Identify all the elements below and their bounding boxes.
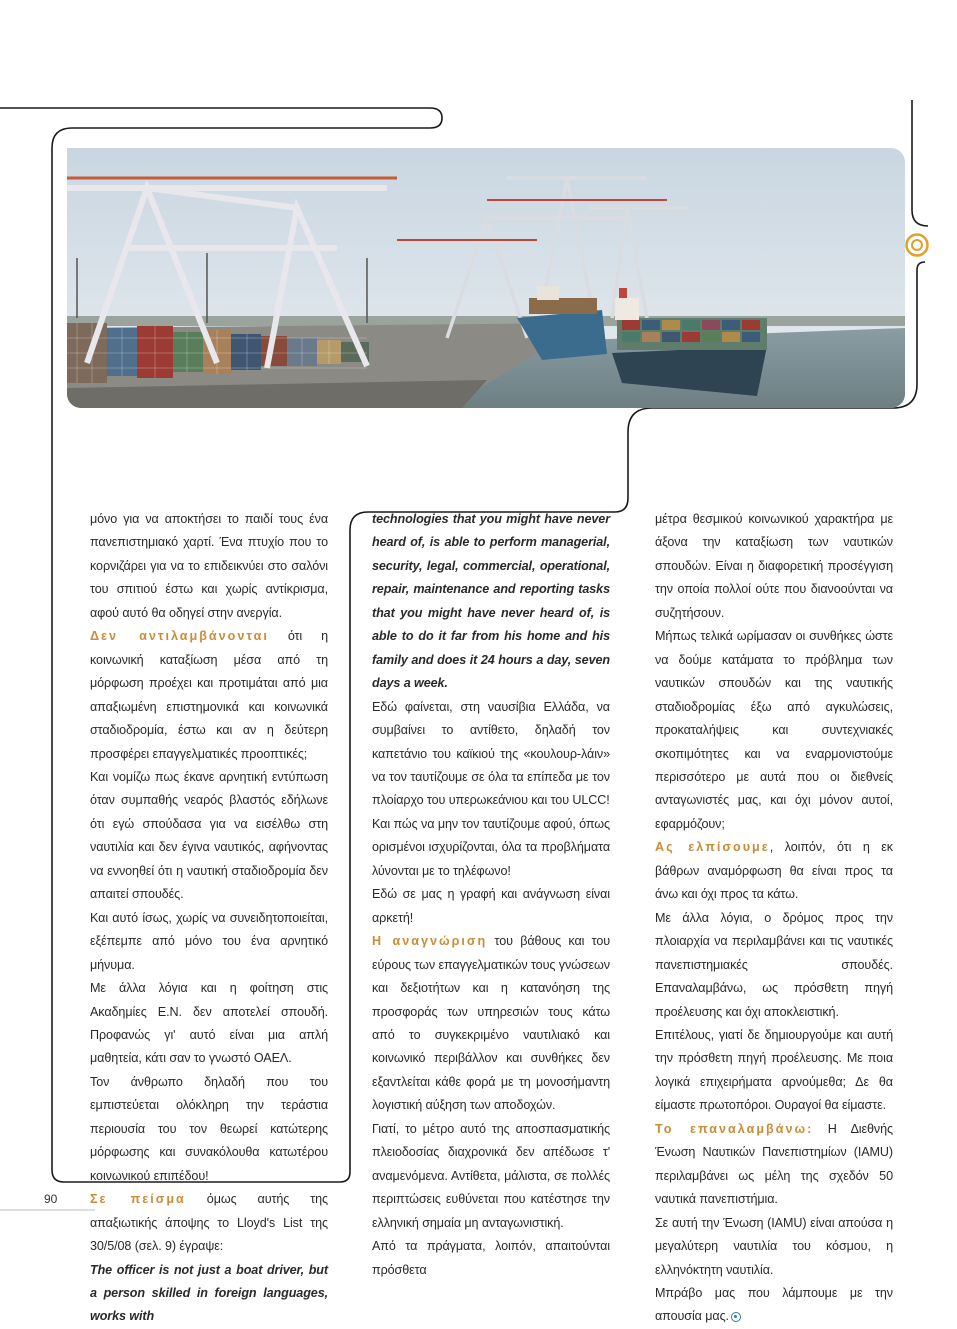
- lead-word: Σε πείσμα: [90, 1192, 186, 1207]
- english-quote: technologies that you might have never heard of, is able to perform managerial, security, legal, commercial, operational, repair, maintenance and reporting tasks that you might have never heard of, is able to do it far from his home and his family and does it 24 hours a day, seven days a week.: [372, 512, 610, 691]
- paragraph: Η αναγνώριση του βάθους και του εύρους των επαγγελματικών τους γνώσεων και δεξιοτήτων και η κατανόηση της προσφοράς των υπηρεσιών τους κάτω από το συγκεκριμένο ναυτιλιακό και κοινωνικό περιβάλλον και συνθήκες δεν εξαντλείται κάθε φορά με τη μονοσήμαντη λογιστική αύξηση των αποδοχών.: [372, 934, 611, 1113]
- paragraph: Και νομίζω πως έκανε αρνητική εντύπωση όταν συμπαθής νεαρός βλαστός εδήλωνε ότι εγώ σπούδασα για να εισέλθω στη ναυτιλία και δεν έγινα ναυτικός, αφήνοντας να εννοηθεί ότι η ναυτική σταδιοδρομία δεν απαιτεί σπουδές.: [90, 769, 328, 902]
- article-column-3: [655, 508, 893, 1329]
- lead-word: Ας ελπίσουμε: [655, 840, 770, 855]
- paragraph: Και αυτό ίσως, χωρίς να συνειδητοποιείται, εξέπεμπε από μόνο του ένα αρνητικό μήνυμα.: [90, 910, 328, 972]
- paragraph: Σε αυτή την Ένωση (IAMU) είναι απούσα η μεγαλύτερη ναυτιλία του κόσμου, η ελληνόκτητη ναυτιλία.: [655, 1215, 893, 1277]
- paragraph: Μπράβο μας που λάμπουμε με την απουσία μας.: [655, 1285, 893, 1324]
- decorative-ring-icon: [905, 233, 929, 257]
- port-photo: [67, 148, 905, 408]
- english-quote: The officer is not just a boat driver, but a person skilled in foreign languages, works with: [90, 1262, 328, 1324]
- lead-word: Το επαναλαμβάνω:: [655, 1121, 814, 1136]
- paragraph: Εδώ σε μας η γραφή και ανάγνωση είναι αρκετή!: [372, 887, 610, 925]
- paragraph: Ας ελπίσουμε, λοιπόν, ότι η εκ βάθρων αναμόρφωση θα είναι προς τα άνω και όχι προς τα κάτω.: [655, 840, 893, 902]
- paragraph: Το επαναλαμβάνω: Η Διεθνής Ένωση Ναυτικών Πανεπιστημίων (IAMU) περιλαμβάνει ως μέλη της σχεδόν 50 ναυτικά πανεπιστήμια.: [655, 1121, 893, 1207]
- paragraph: Εδώ φαίνεται, στη ναυσίβια Ελλάδα, να συμβαίνει το αντίθετο, δηλαδή τον καπετάνιο του καϊκιού της «κουλουρ-λάιν» να τον ταυτίζουμε σε όλα τα επίπεδα με τον πλοίαρχο του υπερωκεάνιου και του ULCC!: [372, 699, 610, 808]
- paragraph: Γιατί, το μέτρο αυτό της αποσπασματικής πλειοδοσίας διαχρονικά δεν απέδωσε τ' αναμενόμενα. Αντίθετα, μάλιστα, σε πολλές περιπτώσεις ευθύνεται που κατέστησε την ελληνική σημαία μη ανταγωνιστική.: [372, 1121, 610, 1230]
- paragraph: Και πώς να μην τον ταυτίζουμε αφού, όπως ορισμένοι ισχυρίζονται, όλα τα προβλήματα λύνονται με το τηλέφωνο!: [372, 816, 610, 878]
- page-number: 90: [44, 1192, 58, 1206]
- paragraph: Μήπως τελικά ωρίμασαν οι συνθήκες ώστε να δούμε κατάματα το πρόβλημα των ναυτικών σπουδών και της ναυτικής σταδιοδρομίας έξω από αγκυλώσεις, προκαταλήψεις και συντεχνιακές σκοπιμότητες και να εναρμονιστούμε περισσότερο με αυτά που οι διεθνείς ανταγωνιστές μας, και όχι μόνον αυτοί, εφαρμόζουν;: [655, 629, 893, 831]
- paragraph: μέτρα θεσμικού κοινωνικού χαρακτήρα με άξονα την καταξίωση των ναυτικών σπουδών. Είναι η διαφορετική προσέγγιση την οποία πολλοί ούτε που διανοούνται να συζητήσουν.: [655, 512, 893, 620]
- paragraph: Τον άνθρωπο δηλαδή που του εμπιστεύεται ολόκληρη την τεράστια περιουσία του τον θεωρεί κατώτερης μόρφωσης και συνακόλουθα κατωτέρου κοινωνικού επιπέδου!: [90, 1074, 328, 1183]
- paragraph: Από τα πράγματα, λοιπόν, απαιτούνται πρόσθετα: [372, 1239, 610, 1277]
- article-column-1: [90, 508, 328, 1329]
- paragraph: Επιτέλους, γιατί δε δημιουργούμε και αυτή την πρόσθετη πηγή προέλευσης. Με ποια λογικά επιχειρήματα αρνούμεθα; Δε θα είμαστε πρωτοπόροι. Ουραγοί θα είμαστε.: [655, 1027, 893, 1113]
- paragraph: Δεν αντιλαμβάνονται ότι η κοινωνική καταξίωση μέσα από τη μόρφωση προέχει και προτιμάται από μια απαξιωμένη επιστημονικά και κοινωνικά σταδιοδρομία, έστω και αν η δεύτερη προσφέρει επαγγελματικές προοπτικές;: [90, 629, 328, 761]
- paragraph: Με άλλα λόγια, ο δρόμος προς την πλοιαρχία να περιλαμβάνει και τις ναυτικές πανεπιστημιακές σπουδές. Επαναλαμβάνω, ως πρόσθετη πηγή προέλευσης και όχι αποκλειστική.: [655, 910, 893, 1019]
- paragraph: μόνο για να αποκτήσει το παιδί τους ένα πανεπιστημιακό χαρτί. Ένα πτυχίο που το κορνιζάρει για να το επιδεικνύει στο σαλόνι του σπιτιού έστω και χωρίς αντίκρισμα, αφού αυτό θα οδηγεί στην ανεργία.: [90, 512, 328, 620]
- paragraph: Σε πείσμα όμως αυτής της απαξιωτικής άποψης το Lloyd's List της 30/5/08 (σελ. 9) έγραψε:: [90, 1192, 328, 1254]
- article-column-2: [372, 508, 610, 1282]
- lead-word: Η αναγνώριση: [372, 934, 488, 949]
- container-port-illustration: [67, 148, 905, 408]
- end-of-article-icon: [731, 1312, 741, 1322]
- paragraph: Με άλλα λόγια και η φοίτηση στις Ακαδημίες Ε.Ν. δεν αποτελεί σπουδή. Προφανώς γι' αυτό είναι μια απλή μαθητεία, κάτι σαν το γνωστό ΟΑΕΛ.: [90, 981, 328, 1066]
- lead-word: Δεν αντιλαμβάνονται: [90, 629, 269, 644]
